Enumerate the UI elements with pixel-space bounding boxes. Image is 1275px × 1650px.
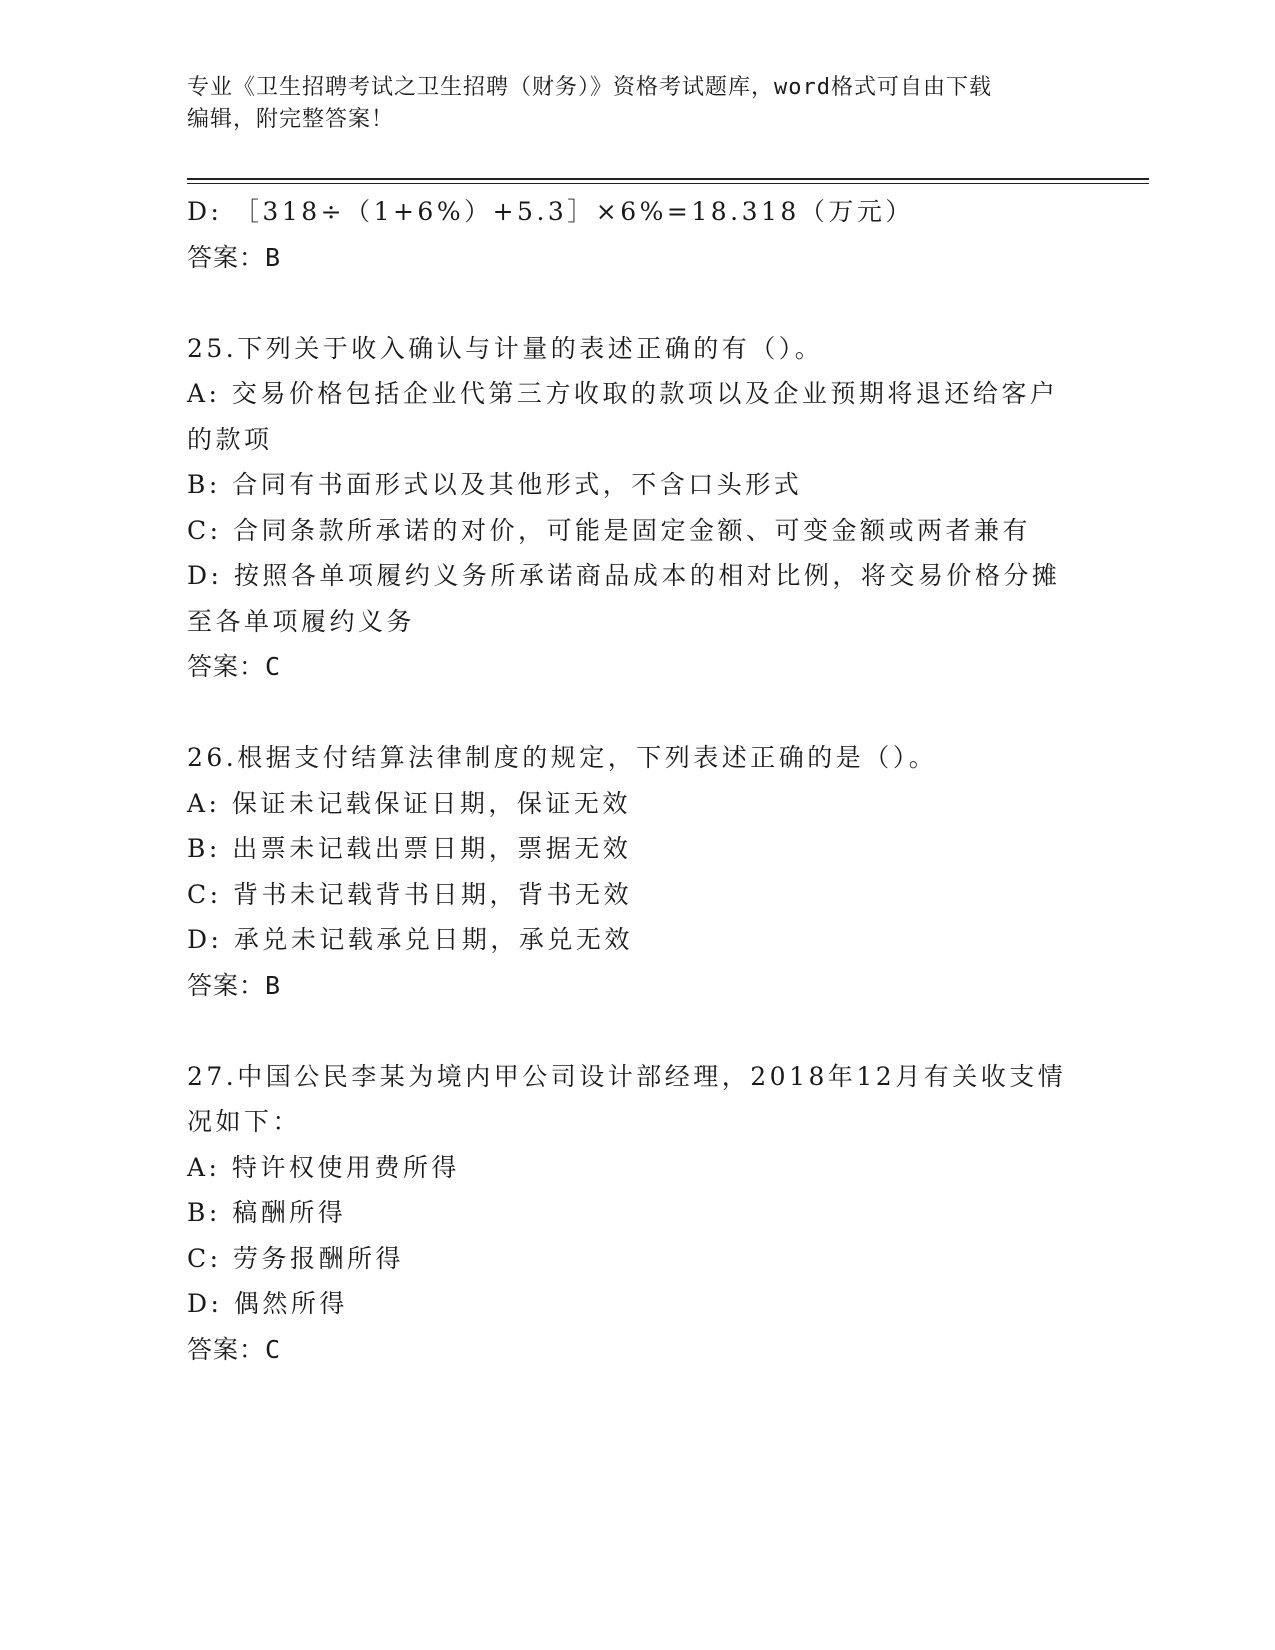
answer-label: 答案： xyxy=(187,1334,266,1364)
answer-value: B xyxy=(265,970,282,1000)
answer-label: 答案： xyxy=(187,242,266,272)
option-b: B: 合同有书面形式以及其他形式，不含口头形式 xyxy=(187,470,803,499)
option-b: B: 稿酬所得 xyxy=(187,1198,347,1227)
question-answer xyxy=(187,644,1087,690)
answer-value: B xyxy=(265,242,282,272)
spacer xyxy=(187,280,1087,326)
option-a: A: 保证未记载保证日期，保证无效 xyxy=(187,788,631,818)
option-d: D: 按照各单项履约义务所承诺商品成本的相对比例，将交易价格分摊至各单项履约义务 xyxy=(187,561,1061,636)
option-c: C: 背书未记载背书日期，背书无效 xyxy=(187,879,632,909)
spacer xyxy=(187,690,1087,736)
option-c: C: 合同条款所承诺的对价，可能是固定金额、可变金额或两者兼有 xyxy=(187,515,1032,545)
header-divider-thin xyxy=(187,183,1149,184)
option-a: A: 特许权使用费所得 xyxy=(187,1152,460,1182)
option-b: B: 出票未记载出票日期，票据无效 xyxy=(187,834,632,863)
header-title-line1: 专业《卫生招聘考试之卫生招聘（财务）》资格考试题库，word格式可自由下载 xyxy=(187,75,992,100)
header-title-line2: 编辑，附完整答案！ xyxy=(187,107,395,132)
option-c: C: 劳务报酬所得 xyxy=(187,1243,404,1273)
question-25 xyxy=(187,326,1087,690)
question-answer xyxy=(187,963,1087,1009)
option-a: A: 交易价格包括企业代第三方收取的款项以及企业预期将退还给客户的款项 xyxy=(187,379,1059,454)
spacer xyxy=(187,1008,1087,1054)
question-stem: 26.根据支付结算法律制度的规定，下列表述正确的是（）。 xyxy=(187,743,938,772)
question-stem: 27.中国公民李某为境内甲公司设计部经理，2018年12月有关收支情况如下： xyxy=(187,1061,1067,1136)
question-27 xyxy=(187,1054,1087,1373)
prev-question-option-d: D: ［318÷（1+6%）+5.3］×6%=18.318（万元） xyxy=(187,197,914,226)
question-stem: 25.下列关于收入确认与计量的表述正确的有（）。 xyxy=(187,333,824,363)
option-d: D: 承兑未记载承兑日期，承兑无效 xyxy=(187,925,633,954)
header-divider xyxy=(187,178,1149,180)
page-header xyxy=(187,72,1067,136)
answer-value: C xyxy=(265,1334,282,1364)
answer-label: 答案： xyxy=(187,970,266,1000)
question-26 xyxy=(187,735,1087,1008)
option-d: D: 偶然所得 xyxy=(187,1289,348,1318)
question-answer xyxy=(187,1327,1087,1373)
question-content xyxy=(187,189,1087,1372)
answer-value: C xyxy=(265,652,282,681)
answer-label: 答案： xyxy=(187,652,266,681)
prev-question-answer xyxy=(187,235,1087,281)
